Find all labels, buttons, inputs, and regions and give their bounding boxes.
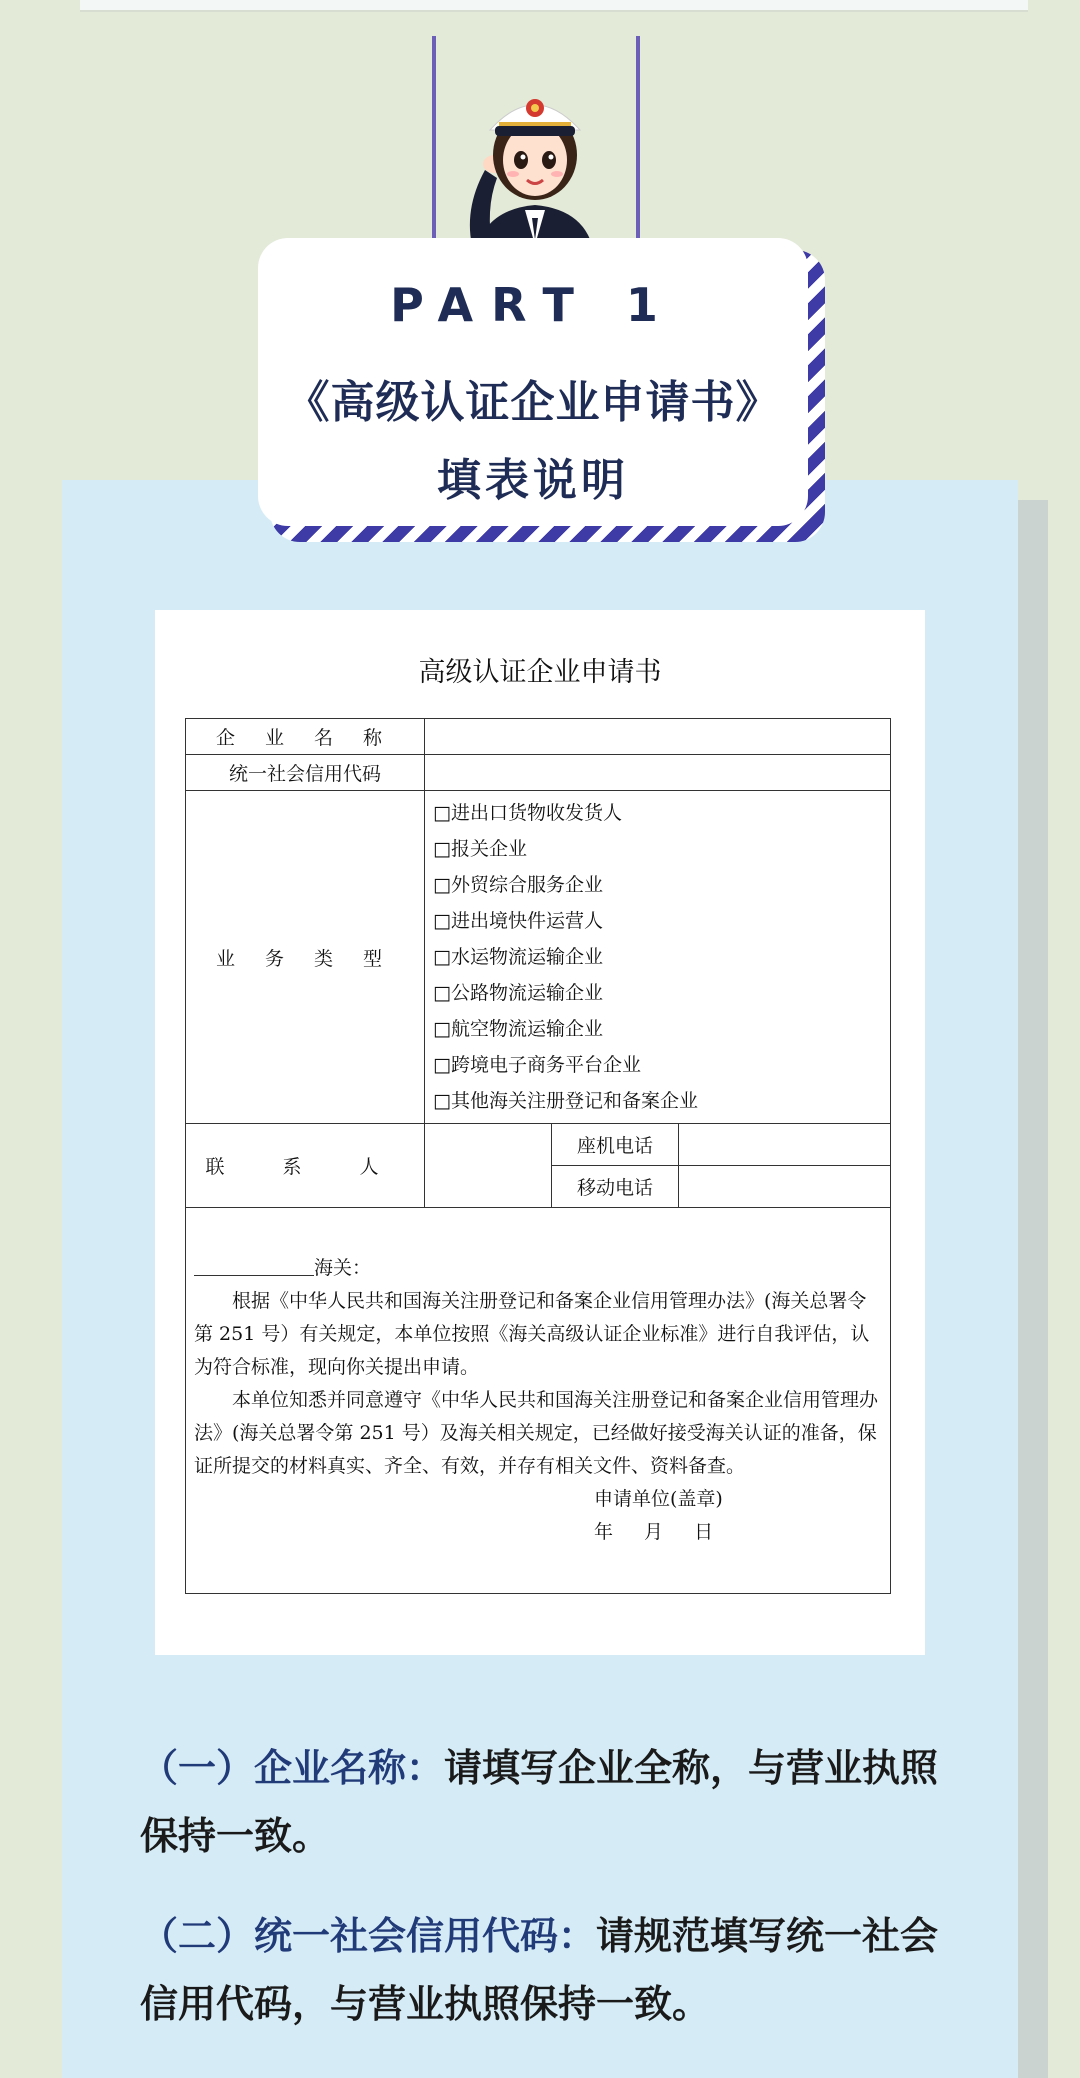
- declaration-paragraph-2: 本单位知悉并同意遵守《中华人民共和国海关注册登记和备案企业信用管理办法》(海关总署令第 251 号）及海关相关规定，已经做好接受海关认证的准备，保证所提交的材料真实、齐全、有效，并存有相关文件、资料备查。: [194, 1389, 879, 1477]
- page-subtitle: 填表说明: [437, 455, 629, 506]
- instruction-item-2: （二）统一社会信用代码：请规范填写统一社会信用代码，与营业执照保持一致。: [140, 1913, 939, 2026]
- business-type-option: □进出境快件运营人: [433, 910, 603, 932]
- company-name-value: [425, 719, 891, 755]
- declaration-block: [186, 1208, 891, 1594]
- mobile-value: [679, 1166, 891, 1208]
- business-type-option: □报关企业: [433, 838, 527, 860]
- instruction-item-1: （一）企业名称：请填写企业全称，与营业执照保持一致。: [140, 1745, 939, 1858]
- credit-code-value: [425, 755, 891, 791]
- contact-value: [425, 1124, 552, 1208]
- business-type-option: □水运物流运输企业: [433, 946, 603, 968]
- title-box: [258, 238, 808, 526]
- business-type-option: □外贸综合服务企业: [433, 874, 603, 896]
- part-label: PART 1: [390, 278, 676, 332]
- business-type-label: 业 务 类 型: [186, 791, 425, 1124]
- panel-shadow: [1018, 500, 1048, 2078]
- page-title: 《高级认证企业申请书》: [285, 377, 781, 428]
- form-title: 高级认证企业申请书: [418, 657, 662, 688]
- business-type-option: □进出口货物收发货人: [433, 802, 622, 824]
- declaration-date: 年 月 日: [594, 1521, 716, 1543]
- business-type-option: □航空物流运输企业: [433, 1018, 603, 1040]
- business-type-option: □其他海关注册登记和备案企业: [433, 1090, 698, 1112]
- mobile-label: 移动电话: [552, 1166, 679, 1208]
- declaration-addressee: 海关：: [194, 1252, 882, 1285]
- declaration-paragraph-1: 根据《中华人民共和国海关注册登记和备案企业信用管理办法》(海关总署令第 251 号）有关规定，本单位按照《海关高级认证企业标准》进行自我评估，认为符合标准，现向你关提出申请。: [194, 1290, 870, 1378]
- customs-blank: [194, 1255, 314, 1276]
- business-type-option: □公路物流运输企业: [433, 982, 603, 1004]
- contact-label: 联 系 人: [186, 1124, 425, 1208]
- application-form-image: [155, 610, 925, 1655]
- landline-value: [679, 1124, 891, 1166]
- top-strip: [80, 0, 1028, 12]
- business-type-option: □跨境电子商务平台企业: [433, 1054, 641, 1076]
- credit-code-label: 统一社会信用代码: [186, 755, 425, 791]
- company-name-label: 企 业 名 称: [186, 719, 425, 755]
- declaration-signature: 申请单位(盖章): [594, 1488, 723, 1510]
- hanging-string-right: [636, 36, 640, 262]
- application-form-table: [185, 718, 891, 1594]
- hanging-string-left: [432, 36, 436, 262]
- customs-officer-illustration: [455, 60, 615, 260]
- business-type-list: [425, 791, 891, 1124]
- landline-label: 座机电话: [552, 1124, 679, 1166]
